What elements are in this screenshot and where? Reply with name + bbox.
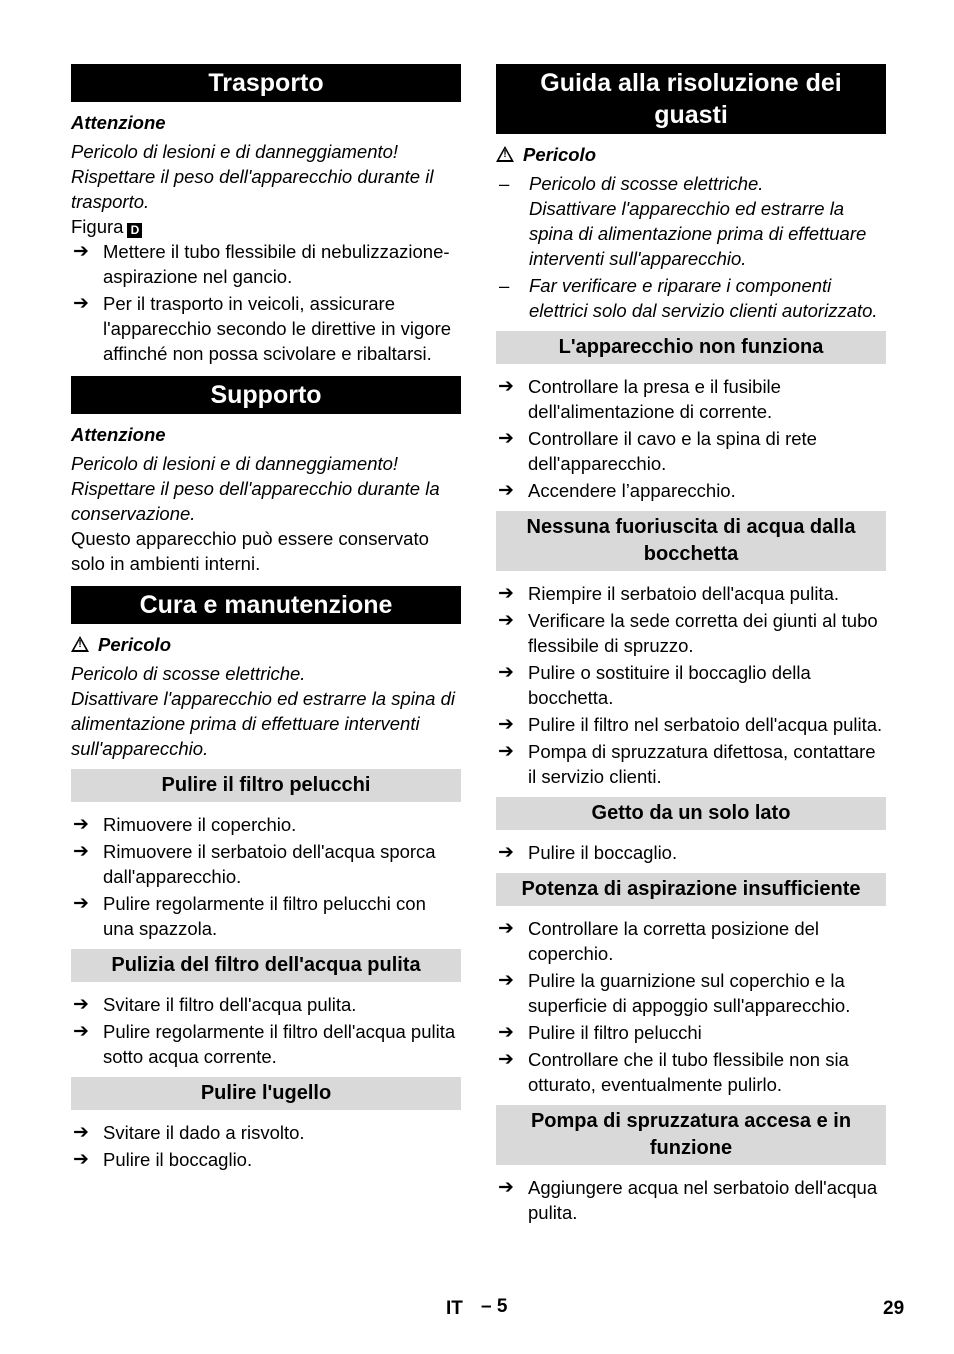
danger-text: Disattivare l'apparecchio ed estrarre la spina di alimentazione prima di effettuare interventi sull'apparecchio. — [71, 688, 456, 759]
step-item: ➔ Mettere il tubo flessibile di nebulizzazione-aspirazione nel gancio. — [73, 241, 450, 287]
step-list — [71, 992, 461, 1069]
step-item: ➔ Svitare il dado a risvolto. — [73, 1122, 305, 1143]
arrow-right-icon: ➔ — [498, 842, 514, 863]
arrow-right-icon: ➔ — [73, 1149, 89, 1170]
figure-reference — [71, 214, 461, 239]
subsection-title: L'apparecchio non funziona — [496, 331, 886, 364]
danger-heading: !Pericolo — [71, 632, 461, 657]
left-column — [71, 64, 461, 1174]
step-item: ➔ Controllare il cavo e la spina di rete dell'apparecchio. — [498, 428, 817, 474]
arrow-right-icon: ➔ — [498, 1049, 514, 1070]
arrow-right-icon: ➔ — [498, 610, 514, 631]
warning-triangle-icon — [71, 636, 89, 652]
step-item: ➔ Pulire il boccaglio. — [498, 842, 678, 863]
section-storage — [71, 376, 461, 576]
subsection-title: Pulizia del filtro dell'acqua pulita — [71, 949, 461, 982]
step-list — [496, 916, 886, 1097]
arrow-right-icon: ➔ — [498, 480, 514, 501]
arrow-right-icon: ➔ — [498, 714, 514, 735]
danger-heading: !Pericolo — [496, 142, 886, 167]
section-care — [71, 586, 461, 1172]
subsection-title: Potenza di aspirazione insufficiente — [496, 873, 886, 906]
step-list — [71, 1120, 461, 1172]
step-list — [496, 840, 886, 865]
right-column — [496, 64, 886, 1227]
subsection-title: Nessuna fuoriuscita di acqua dalla bocchetta — [496, 511, 886, 571]
arrow-right-icon: ➔ — [73, 814, 89, 835]
attention-label: Attenzione — [71, 424, 166, 445]
step-item: ➔ Controllare la corretta posizione del coperchio. — [498, 918, 820, 964]
step-item: ➔ Verificare la sede corretta dei giunti al tubo flessibile di spruzzo. — [498, 610, 878, 656]
subsection-title: Getto da un solo lato — [496, 797, 886, 830]
arrow-right-icon: ➔ — [498, 662, 514, 683]
step-item: ➔ Controllare che il tubo flessibile non sia otturato, eventualmente pulirlo. — [498, 1049, 849, 1095]
step-list — [496, 374, 886, 503]
arrow-right-icon: ➔ — [498, 918, 514, 939]
warning-text: Pericolo di lesioni e di danneggiamento! Rispettare il peso dell'apparecchio durante il trasporto. — [71, 141, 434, 212]
step-list — [496, 1175, 886, 1225]
step-item: ➔ Aggiungere acqua nel serbatoio dell'acqua pulita. — [498, 1177, 878, 1223]
arrow-right-icon: ➔ — [73, 293, 89, 314]
arrow-right-icon: ➔ — [498, 741, 514, 762]
step-item: ➔ Svitare il filtro dell'acqua pulita. — [73, 994, 357, 1015]
footer-subpage: – 5 — [481, 1296, 508, 1317]
step-item: ➔ Pulire regolarmente il filtro dell'acqua pulita sotto acqua corrente. — [73, 1021, 456, 1067]
arrow-right-icon: ➔ — [498, 428, 514, 449]
arrow-right-icon: ➔ — [73, 241, 89, 262]
arrow-right-icon: ➔ — [73, 1122, 89, 1143]
step-list — [71, 812, 461, 941]
danger-item: – Far verificare e riparare i componenti elettrici solo dal servizio clienti autorizzato. — [499, 275, 878, 321]
subsection-title: Pompa di spruzzatura accesa e in funzione — [496, 1105, 886, 1165]
step-item: ➔ Rimuovere il serbatoio dell'acqua sporca dall'apparecchio. — [73, 841, 436, 887]
figure-label: Figura — [71, 216, 124, 237]
attention-label: Attenzione — [71, 112, 166, 133]
footer-language: IT — [446, 1298, 463, 1319]
section-troubleshooting — [496, 64, 886, 1225]
step-item: ➔ Accendere l’apparecchio. — [498, 480, 736, 501]
warning-text: Pericolo di lesioni e di danneggiamento! Rispettare il peso dell'apparecchio durante la conservazione. — [71, 453, 440, 524]
dash-marker: – — [499, 275, 510, 296]
arrow-right-icon: ➔ — [498, 376, 514, 397]
step-item: ➔ Pulire o sostituire il boccaglio della bocchetta. — [498, 662, 811, 708]
step-item: ➔ Pompa di spruzzatura difettosa, contattare il servizio clienti. — [498, 741, 876, 787]
figure-letter-box: D — [127, 223, 142, 238]
step-list — [71, 239, 461, 366]
section-title: Trasporto — [71, 64, 461, 102]
step-item: ➔ Riempire il serbatoio dell'acqua pulita. — [498, 583, 840, 604]
dash-marker: – — [499, 173, 510, 194]
section-title: Guida alla risoluzione dei guasti — [496, 64, 886, 134]
arrow-right-icon: ➔ — [73, 893, 89, 914]
arrow-right-icon: ➔ — [498, 583, 514, 604]
warning-triangle-icon — [496, 146, 514, 162]
step-item: ➔ Pulire la guarnizione sul coperchio e la superficie di appoggio sull'apparecchio. — [498, 970, 851, 1016]
step-item: ➔ Per il trasporto in veicoli, assicurare l'apparecchio secondo le direttive in vigore affinché non possa scivolare e ribaltarsi. — [73, 293, 452, 364]
step-item: ➔ Pulire il filtro nel serbatoio dell'acqua pulita. — [498, 714, 883, 735]
danger-list — [496, 171, 886, 323]
storage-note: Questo apparecchio può essere conservato solo in ambienti interni. — [71, 528, 429, 574]
arrow-right-icon: ➔ — [73, 1021, 89, 1042]
page-number: 29 — [883, 1298, 905, 1319]
arrow-right-icon: ➔ — [498, 1022, 514, 1043]
section-title: Supporto — [71, 376, 461, 414]
subsection-title: Pulire l'ugello — [71, 1077, 461, 1110]
danger-item: – Pericolo di scosse elettriche. Disattivare l'apparecchio ed estrarre la spina di alimentazione prima di effettuare interventi sull'apparecchio. — [499, 173, 867, 269]
arrow-right-icon: ➔ — [73, 994, 89, 1015]
step-item: ➔ Controllare la presa e il fusibile dell'alimentazione di corrente. — [498, 376, 781, 422]
arrow-right-icon: ➔ — [73, 841, 89, 862]
step-item: ➔ Pulire il filtro pelucchi — [498, 1022, 702, 1043]
subsection-title: Pulire il filtro pelucchi — [71, 769, 461, 802]
step-item: ➔ Pulire regolarmente il filtro pelucchi con una spazzola. — [73, 893, 426, 939]
step-list — [496, 581, 886, 789]
arrow-right-icon: ➔ — [498, 1177, 514, 1198]
step-item: ➔ Pulire il boccaglio. — [73, 1149, 253, 1170]
section-transport — [71, 64, 461, 366]
danger-text: Pericolo di scosse elettriche. — [71, 663, 306, 684]
section-title: Cura e manutenzione — [71, 586, 461, 624]
step-item: ➔ Rimuovere il coperchio. — [73, 814, 297, 835]
arrow-right-icon: ➔ — [498, 970, 514, 991]
